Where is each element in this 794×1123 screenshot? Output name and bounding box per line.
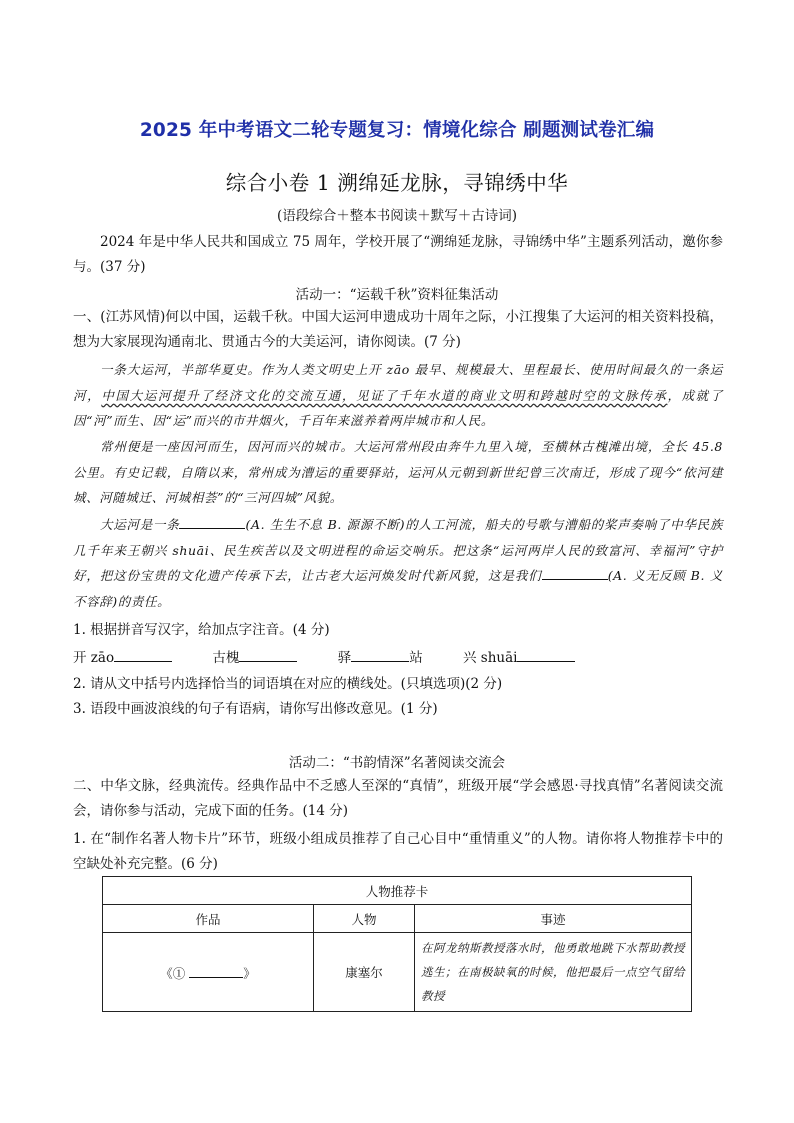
document-title: 2025 年中考语文二轮专题复习：情境化综合 刷题测试卷汇编 [139,120,655,141]
card-work-suffix: 》 [243,965,256,981]
fill-blank-b[interactable] [239,647,297,662]
reading-paragraph-3 [73,512,723,614]
card-work-cell [103,933,314,1012]
reading-paragraph-1 [73,357,723,434]
activity2-q1: 1. 在“制作名著人物卡片”环节，班级小组成员推荐了自己心目中“重情重义”的人物。请你将人物推荐卡中的空缺处补充完整。(6 分) [73,831,723,872]
answer-blank-2[interactable] [542,565,608,580]
wavy-underlined-sentence: 中国大运河提升了经济文化的交流互通，见证了千年水道的商业文明和跨越时空的文脉传承 [101,387,668,403]
paper-subnote: (语段综合＋整本书阅读＋默写＋古诗词) [276,208,518,224]
fill-blank-c[interactable] [351,647,409,662]
activity1-heading: 活动一：“运载千秋”资料征集活动 [295,287,499,303]
activity2-heading: 活动二：“书韵情深”名著阅读交流会 [288,755,506,771]
card-person-cell: 康塞尔 [314,933,415,1012]
paper-subtitle: 综合小卷 1 溯绵延龙脉，寻锦绣中华 [225,171,569,195]
reading-p1-text-a: 一条大运河，半部华夏史。作为人类文明史上开 zāo 最早、规模最大、里程最长、使用时间最久的一条运河， [73,362,723,403]
pinyin-fill-row [73,646,611,666]
fill-item-b: 古槐 [212,650,240,666]
fill-item-a: 开 zāo [73,650,115,666]
card-title: 人物推荐卡 [103,877,692,905]
card-work-blank[interactable] [189,963,243,978]
intro-paragraph: 2024 年是中华人民共和国成立 75 周年，学校开展了“溯绵延龙脉，寻锦绣中华”主题系列活动，邀你参与。(37 分) [73,234,723,275]
card-deed-cell: 在阿龙纳斯教授落水时，他勇敢地跳下水帮助教授逃生；在南极缺氧的时候，他把最后一点空气留给教授 [415,933,692,1012]
fill-item-d: 兴 shuāi [462,650,518,666]
reading-p1-text-b: ，成就了因“河”而生、因“运”而兴的市井烟火，千百年来滋养着两岸城市和人民。 [73,387,723,428]
activity2-question: 二、中华文脉，经典流传。经典作品中不乏感人至深的“真情”，班级开展“学会感恩·寻找真情”名著阅读交流会，请你参与活动，完成下面的任务。(14 分) [73,778,723,819]
reading-p3-text-b: (A. 生生不息 B. 源源不断)的人工河流，船夫的号歌与漕船的桨声奏响了中华民族几千年来王朝兴 shuāi、民生疾苦以及文明进程的命运交响乐。把这条“运河两岸人民的致富河、幸福河”守护好，把这份宝贵的文化遗产传承下去，让古老大运河焕发时代新风貌，这是我们 [73,517,724,583]
fill-blank-a[interactable] [114,647,172,662]
activity1-q2: 2. 请从文中括号内选择恰当的词语填在对应的横线处。(只填选项)(2 分) [73,676,503,692]
card-col-work: 作品 [103,905,314,933]
activity1-q1: 1. 根据拼音写汉字，给加点字注音。(4 分) [73,622,330,638]
reading-paragraph-2: 常州便是一座因河而生，因河而兴的城市。大运河常州段由奔牛九里入境，至横林古槐滩出境，全长 45.8 公里。有史记载，自隋以来，常州成为漕运的重要驿站，运河从元朝到新世纪曾三次南迁，形成了现今“依河建城、河随城迁、河城相荟”的“三河四城”风貌。 [73,439,723,505]
fill-blank-d[interactable] [517,647,575,662]
card-col-deed: 事迹 [415,905,692,933]
reading-p3-text-a: 大运河是一条 [100,517,180,532]
fill-item-c2: 站 [409,650,423,666]
card-col-person: 人物 [314,905,415,933]
fill-item-c: 驿 [337,650,352,666]
card-work-prefix: 《① [160,965,186,981]
character-recommendation-card [102,876,692,1012]
reading-p3-text-c: (A. 义无反顾 B. 义不容辞)的责任。 [73,568,723,609]
activity1-q3: 3. 语段中画波浪线的句子有语病，请你写出修改意见。(1 分) [73,701,438,717]
answer-blank-1[interactable] [179,514,245,529]
activity1-question: 一、(江苏风情)何以中国，运载千秋。中国大运河申遗成功十周年之际，小江搜集了大运河的相关资料投稿，想为大家展现沟通南北、贯通古今的大美运河，请你阅读。(7 分) [73,309,723,350]
